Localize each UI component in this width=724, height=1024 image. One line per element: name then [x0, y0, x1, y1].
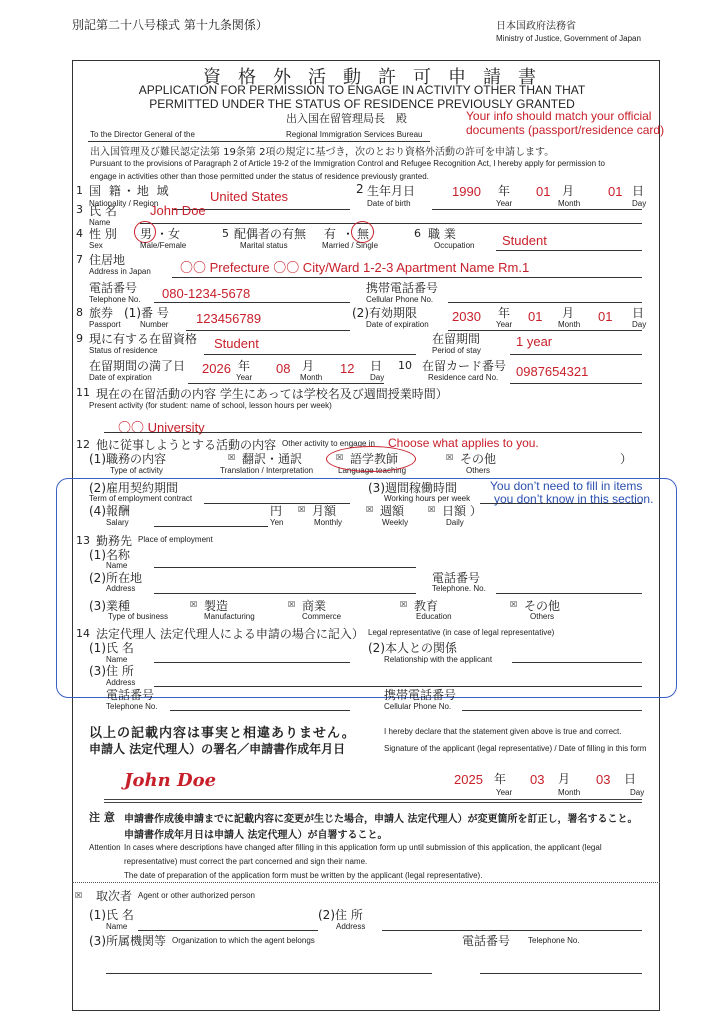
hours-label-jp: (3)週間稼働時間: [368, 481, 457, 495]
occupation-label-en: Occupation: [434, 241, 475, 250]
day-label: 日: [632, 184, 645, 198]
year-label-en: Year: [496, 199, 513, 208]
card-value[interactable]: 0987654321: [516, 364, 589, 379]
day-label-en: Day: [632, 320, 647, 329]
checkbox-education[interactable]: ☒: [400, 600, 408, 609]
rep-tel-label-en: Telephone No.: [106, 702, 158, 711]
rep-relationship-label-en: Relationship with the applicant: [384, 655, 493, 664]
occupation-label-jp: 職 業: [428, 227, 456, 241]
weekly-label: 週額: [380, 504, 405, 518]
attention-jp-1: 申請書作成後申請までに記載内容に変更が生じた場合，申請人 法定代理人）が変更箇所を訂正し，署名すること。: [124, 814, 638, 825]
sex-options-en: Male/Female: [140, 241, 187, 250]
sex-selected-circle: [134, 221, 156, 243]
option-translation-jp: 翻訳・通訳: [242, 452, 303, 466]
emp-name-label-jp: (1)名称: [89, 548, 130, 562]
address-label-jp: 住居地: [89, 253, 126, 267]
year-label: 年: [238, 359, 251, 373]
item-number: 7: [76, 253, 83, 266]
agent-name-label-jp: (1)氏 名: [89, 908, 134, 922]
card-label-en: Residence card No.: [428, 373, 499, 382]
passport-exp-month[interactable]: 01: [528, 309, 543, 324]
monthly-label-en: Monthly: [314, 518, 343, 527]
nationality-label-en: Nationality / Region: [89, 199, 159, 208]
attention-en-3: The date of preparation of the application form must be written by the applicant (legal representative).: [124, 871, 483, 880]
marital-label-en: Marital status: [240, 241, 288, 250]
biz-education-jp: 教育: [414, 599, 439, 613]
marital-options-en: Married / Single: [322, 241, 379, 250]
cellular-label-jp: 携帯電話番号: [366, 281, 439, 295]
day-label: 日: [624, 772, 637, 786]
term-label-jp: (2)雇用契約期間: [89, 481, 178, 495]
status-exp-day[interactable]: 12: [340, 361, 355, 376]
agent-address-label-en: Address: [336, 922, 366, 931]
emp-name-label-en: Name: [106, 561, 128, 570]
checkbox-translation[interactable]: ☒: [228, 453, 236, 462]
agent-org-label-jp: (3)所属機関等: [89, 934, 166, 948]
double-divider: [104, 799, 642, 803]
agent-org-label-en: Organization to which the agent belongs: [172, 936, 315, 945]
daily-label: 日額 ）: [442, 504, 482, 518]
status-label-jp: 現に有する在留資格: [89, 332, 198, 346]
employment-label-en: Place of employment: [138, 535, 213, 544]
to-director-en: To the Director General of the: [90, 130, 195, 139]
marital-dot: ・: [342, 227, 355, 241]
form-title-jp: 資格外活動許可申請書: [203, 67, 553, 88]
option-language-teaching-jp: 語学教師: [350, 452, 399, 466]
biz-manufacturing-jp: 製造: [204, 599, 229, 613]
card-label-jp: 在留カード番号: [422, 359, 507, 373]
biz-others-en: Others: [530, 612, 555, 621]
item-number: 14: [76, 627, 90, 640]
passport-exp-label-jp: (2)有効期限: [352, 306, 417, 320]
note-dont-need-1: You don’t need to fill in items: [490, 479, 643, 493]
year-label-en: Year: [236, 373, 253, 382]
emp-address-label-en: Address: [106, 584, 136, 593]
status-exp-label-jp: 在留期間の満了日: [89, 359, 186, 373]
dob-label-en: Date of birth: [367, 199, 411, 208]
passport-exp-label-en: Date of expiration: [366, 320, 429, 329]
preamble-jp: 出入国管理及び難民認定法第 19条第 2項の規定に基づき，次のとおり資格外活動の許可を申請します。: [90, 147, 555, 158]
status-value[interactable]: Student: [214, 336, 259, 351]
biz-commerce-en: Commerce: [302, 612, 342, 621]
nationality-label-jp: 国 籍・地 域: [89, 184, 171, 198]
legal-rep-label-en: Legal representative (in case of legal representative): [368, 628, 555, 637]
note-match-docs-2: documents (passport/residence card): [466, 123, 665, 137]
language-teaching-selected-circle: [326, 446, 416, 472]
dotted-divider: [72, 882, 660, 883]
biz-commerce-jp: 商業: [302, 599, 327, 613]
year-label: 年: [494, 772, 507, 786]
option-others-jp: その他: [460, 452, 497, 466]
item-number: 3: [76, 203, 83, 216]
month-label: 月: [302, 359, 315, 373]
month-label: 月: [562, 306, 575, 320]
status-exp-label-en: Date of expiration: [89, 373, 152, 382]
sex-label-en: Sex: [89, 241, 103, 250]
name-value[interactable]: John Doe: [150, 203, 206, 218]
emp-tel-label-en: Telephone. No.: [432, 584, 486, 593]
name-label-jp: 氏 名: [89, 204, 117, 218]
rep-cell-label-jp: 携帯電話番号: [384, 688, 457, 702]
sex-option-male[interactable]: 男: [140, 227, 153, 241]
telephone-value[interactable]: 080-1234-5678: [162, 286, 251, 301]
biz-manufacturing-en: Manufacturing: [204, 612, 255, 621]
note-dont-need-2: you don’t know in this section.: [494, 492, 654, 506]
rep-relationship-label-jp: (2)本人との関係: [368, 641, 457, 655]
agent-tel-label-jp: 電話番号: [462, 934, 511, 948]
type-activity-label-en: Type of activity: [110, 466, 163, 475]
month-label-en: Month: [558, 199, 581, 208]
attention-label-jp: 注 意: [89, 811, 115, 824]
emp-address-label-jp: (2)所在地: [89, 571, 142, 585]
year-label: 年: [498, 184, 511, 198]
year-label-en: Year: [496, 320, 513, 329]
agent-tel-label-en: Telephone No.: [528, 936, 580, 945]
present-activity-value[interactable]: 〇〇 University: [118, 420, 205, 435]
day-label-en: Day: [632, 199, 647, 208]
emp-tel-label-jp: 電話番号: [432, 571, 481, 585]
biz-label-en: Type of business: [108, 612, 169, 621]
signature-label-en: Signature of the applicant (legal representative) / Date of filling in this form: [384, 744, 647, 753]
preamble-en-2: engage in activities other than those permitted under the status of residence previously granted.: [90, 172, 429, 181]
attention-en-1: In cases where descriptions have changed after filling in this application form up until submission of this application, the applicant (legal: [124, 843, 602, 852]
address-label-en: Address in Japan: [89, 267, 151, 276]
year-label: 年: [498, 306, 511, 320]
agent-address-label-jp: (2)住 所: [318, 908, 363, 922]
type-activity-label-jp: (1)職務の内容: [89, 452, 166, 466]
item-number: 8: [76, 306, 83, 319]
month-label-en: Month: [558, 320, 581, 329]
filling-day[interactable]: 03: [596, 772, 611, 787]
item-number: 11: [76, 386, 90, 399]
agent-label-en: Agent or other authorized person: [138, 891, 255, 900]
rep-address-label-en: Address: [106, 678, 136, 687]
checkbox-language-teaching[interactable]: ☒: [336, 453, 344, 462]
rep-tel-label-jp: 電話番号: [106, 688, 155, 702]
address-value[interactable]: 〇〇 Prefecture 〇〇 City/Ward 1-2-3 Apartment Name Rm.1: [180, 260, 530, 275]
applicant-signature[interactable]: John Doe: [124, 770, 217, 791]
period-label-en: Period of stay: [432, 346, 481, 355]
item-number: 2: [356, 182, 364, 196]
marital-option-married[interactable]: 有: [324, 227, 337, 241]
dob-day-value[interactable]: 01: [608, 184, 623, 199]
nationality-value[interactable]: United States: [210, 189, 289, 204]
item-number: 6: [414, 227, 421, 240]
occupation-value[interactable]: Student: [502, 233, 547, 248]
filling-month[interactable]: 03: [530, 772, 545, 787]
telephone-label-jp: 電話番号: [89, 281, 138, 295]
telephone-label-en: Telephone No.: [89, 295, 141, 304]
marital-option-single[interactable]: 無: [357, 227, 370, 241]
ministry-jp: 日本国政府法務省: [496, 21, 576, 32]
day-label-en: Day: [370, 373, 385, 382]
day-label: 日: [632, 306, 645, 320]
name-label-en: Name: [89, 218, 111, 227]
other-activity-label-jp: 他に従事しようとする活動の内容: [96, 438, 277, 452]
biz-label-jp: (3)業種: [89, 599, 130, 613]
checkbox-others[interactable]: ☒: [446, 453, 454, 462]
biz-others-jp: その他: [524, 599, 561, 613]
item-number: 10: [398, 359, 412, 372]
month-label-en: Month: [558, 788, 581, 797]
agent-label-jp: 取次者: [96, 889, 133, 903]
present-activity-label-en: Present activity (for student: name of school, lesson hours per week): [89, 401, 332, 410]
option-others-en: Others: [466, 466, 491, 475]
day-label-en: Day: [630, 788, 645, 797]
passport-label-en: Passport: [89, 320, 121, 329]
status-exp-month[interactable]: 08: [276, 361, 291, 376]
bureau-en: Regional Immigration Services Bureau: [286, 130, 423, 139]
month-label-en: Month: [300, 373, 323, 382]
bureau-jp: 出入国在留管理局長 殿: [286, 112, 407, 125]
signature-label-jp: 申請人 法定代理人）の署名／申請書作成年月日: [89, 742, 346, 756]
marital-label-jp: 配偶者の有無: [234, 227, 307, 241]
passport-exp-year[interactable]: 2030: [452, 309, 481, 324]
item-number: 9: [76, 332, 83, 345]
yen-label: 円: [270, 504, 283, 518]
passport-exp-day[interactable]: 01: [598, 309, 613, 324]
agent-name-label-en: Name: [106, 922, 128, 931]
monthly-label: 月額: [312, 504, 337, 518]
sex-option-female[interactable]: ・女: [156, 227, 181, 241]
checkbox-commerce[interactable]: ☒: [288, 600, 296, 609]
checkbox-biz-others[interactable]: ☒: [510, 600, 518, 609]
others-close-paren: ）: [620, 452, 633, 466]
checkbox-weekly[interactable]: ☒: [366, 505, 374, 514]
form-reference: 別記第二十八号様式 第十九条関係）: [72, 18, 268, 32]
present-activity-label-jp: 現在の在留活動の内容 学生にあっては学校名及び週間授業時間）: [96, 387, 448, 401]
checkbox-agent[interactable]: ☒: [75, 891, 83, 900]
rep-cell-label-en: Cellular Phone No.: [384, 702, 452, 711]
item-number: 5: [222, 227, 229, 240]
attention-en-2: representative) must correct the part concerned and sign their name.: [124, 857, 368, 866]
rep-name-label-en: Name: [106, 655, 128, 664]
sex-label-jp: 性 別: [89, 227, 117, 241]
employment-label-jp: 勤務先: [96, 534, 133, 548]
year-label-en: Year: [496, 788, 513, 797]
passport-number-label-en: Number: [140, 320, 169, 329]
marital-selected-circle: [351, 221, 374, 243]
item-number: 4: [76, 227, 83, 240]
term-label-en: Term of employment contract: [89, 494, 193, 503]
yen-label-en: Yen: [270, 518, 284, 527]
hours-label-en: Working hours per week: [384, 494, 471, 503]
ministry-en: Ministry of Justice, Government of Japan: [496, 34, 641, 43]
rep-name-label-jp: (1)氏 名: [89, 641, 134, 655]
note-match-docs-1: Your info should match your official: [466, 109, 652, 123]
other-activity-label-en: Other activity to engage in: [282, 439, 375, 448]
checkbox-manufacturing[interactable]: ☒: [190, 600, 198, 609]
checkbox-daily[interactable]: ☒: [428, 505, 436, 514]
dob-month-value[interactable]: 01: [536, 184, 551, 199]
status-exp-year[interactable]: 2026: [202, 361, 231, 376]
passport-number-label-jp: (1)番 号: [124, 306, 169, 320]
item-number: 13: [76, 534, 90, 547]
legal-rep-label-jp: 法定代理人 法定代理人による申請の場合に記入）: [96, 627, 364, 641]
salary-label-jp: (4)報酬: [89, 504, 130, 518]
preamble-en-1: Pursuant to the provisions of Paragraph 2 of Article 19-2 of the Immigration Control and Refugee Recognition Act, I hereby apply for permission to: [90, 159, 605, 168]
month-label: 月: [562, 184, 575, 198]
dob-label-jp: 生年月日: [367, 184, 416, 198]
filling-year[interactable]: 2025: [454, 772, 483, 787]
attention-label-en: Attention: [89, 843, 121, 852]
period-value[interactable]: 1 year: [516, 334, 553, 349]
day-label: 日: [370, 359, 383, 373]
cellular-label-en: Cellular Phone No.: [366, 295, 434, 304]
item-number: 12: [76, 438, 90, 451]
passport-number-value[interactable]: 123456789: [196, 311, 262, 326]
passport-label-jp: 旅券: [89, 306, 114, 320]
status-label-en: Status of residence: [89, 346, 158, 355]
salary-label-en: Salary: [106, 518, 129, 527]
weekly-label-en: Weekly: [382, 518, 409, 527]
month-label: 月: [558, 772, 571, 786]
dob-year-value[interactable]: 1990: [452, 184, 481, 199]
biz-education-en: Education: [416, 612, 452, 621]
period-label-jp: 在留期間: [432, 332, 481, 346]
note-choose: Choose what applies to you.: [388, 436, 539, 450]
declaration-en: I hereby declare that the statement given above is true and correct.: [384, 727, 622, 736]
checkbox-monthly[interactable]: ☒: [298, 505, 306, 514]
daily-label-en: Daily: [446, 518, 464, 527]
option-language-teaching-en: Language teaching: [338, 466, 407, 475]
form-title-en-1: APPLICATION FOR PERMISSION TO ENGAGE IN ACTIVITY OTHER THAN THAT: [138, 83, 586, 97]
attention-jp-2: 申請書作成年月日は申請人 法定代理人）が自署すること。: [124, 830, 388, 841]
option-translation-en: Translation / Interpretation: [220, 466, 314, 475]
rep-address-label-jp: (3)住 所: [89, 664, 134, 678]
item-number: 1: [76, 184, 83, 197]
declaration-jp: 以上の記載内容は事実と相違ありません。: [89, 726, 356, 741]
form-title-en-2: PERMITTED UNDER THE STATUS OF RESIDENCE PREVIOUSLY GRANTED: [149, 97, 575, 111]
